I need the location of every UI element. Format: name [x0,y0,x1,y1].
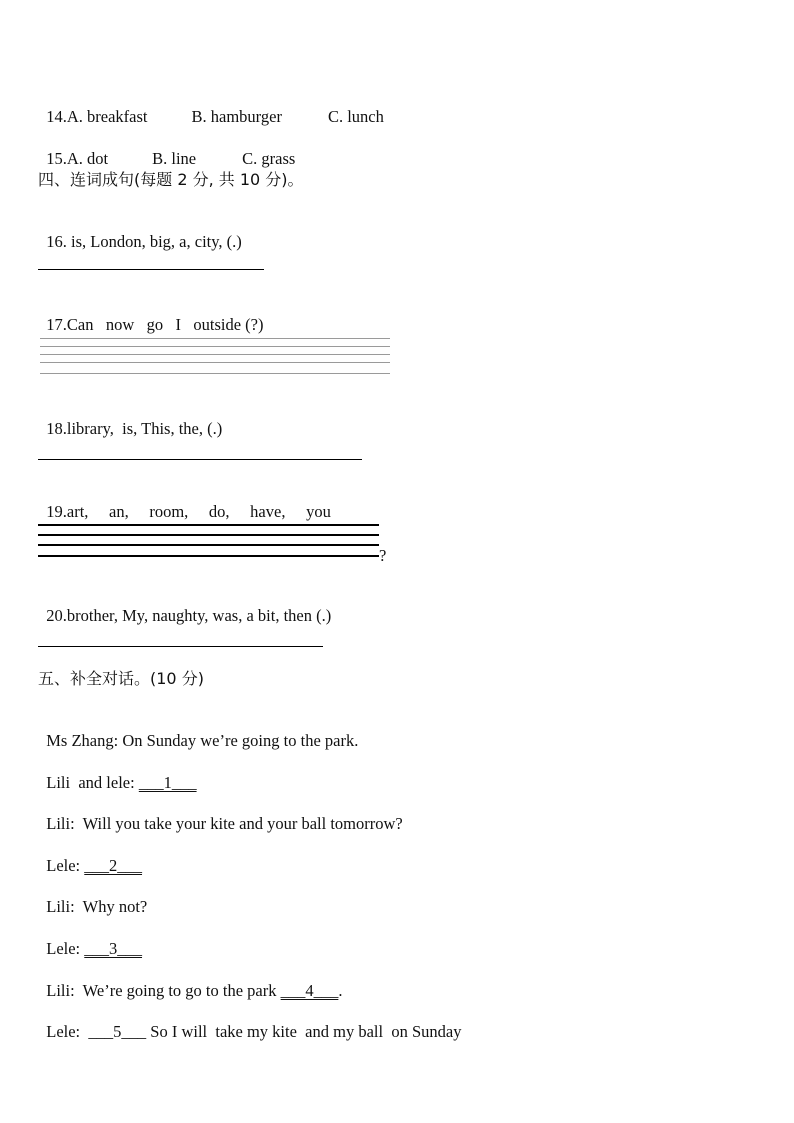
question-15 [38,129,295,169]
answer-blank-3[interactable]: ___3___ [84,939,143,958]
section-4-heading: 四、连词成句(每题 2 分, 共 10 分)。 [38,170,304,189]
dialogue-text: We’re going to go to the park [74,981,281,1000]
dialogue-text: Why not? [74,897,148,916]
speaker: Lili: [46,897,75,916]
question-number: 15. [46,149,67,168]
dialogue-line [38,794,403,834]
question-words: art, an, room, do, have, you [66,502,331,521]
answer-line-19b[interactable] [38,534,379,536]
answer-line-18[interactable] [38,459,362,460]
option-a: A. dot [66,149,109,168]
question-number: 19. [46,502,67,521]
speaker: Lele: [46,856,81,875]
option-a: A. breakfast [66,107,148,126]
question-number: 14. [46,107,67,126]
answer-line-17e[interactable] [40,373,390,374]
option-c: C. grass [242,149,296,168]
question-words: library, is, This, the, (.) [66,419,223,438]
answer-blank-4[interactable]: ___4___ [280,981,339,1000]
answer-line-17b[interactable] [40,346,390,347]
question-number: 16. [46,232,67,251]
answer-line-19a[interactable] [38,524,379,526]
option-b: B. line [152,149,197,168]
dialogue-text: ___5___ So I will take my kite and my ball on Sunday [80,1022,462,1041]
answer-line-17d[interactable] [40,362,390,363]
dialogue-text: Will you take your kite and your ball tomorrow? [74,814,403,833]
answer-line-17a[interactable] [40,338,390,339]
speaker: Ms Zhang: [46,731,119,750]
dialogue-line [38,877,147,917]
section-5-heading: 五、补全对话。(10 分) [38,669,204,688]
answer-line-20[interactable] [38,646,323,647]
speaker: Lele: [46,939,81,958]
answer-line-19d[interactable] [38,555,379,557]
question-19-end-mark: ? [379,546,387,565]
dialogue-line [38,753,197,793]
question-20 [38,586,331,626]
question-words: brother, My, naughty, was, a bit, then (.) [66,606,332,625]
question-16 [38,212,242,252]
question-words: Can now go I outside (?) [66,315,264,334]
question-14 [38,87,384,127]
question-17 [38,295,263,335]
dialogue-line [38,919,142,959]
option-b: B. hamburger [191,107,282,126]
question-number: 20. [46,606,67,625]
answer-blank-1[interactable]: ___1___ [138,773,197,792]
question-18 [38,399,222,439]
speaker: Lele: [46,1022,81,1041]
dialogue-punctuation: . [338,981,343,1000]
dialogue-line [38,711,358,751]
dialogue-line [38,961,343,1001]
answer-line-17c[interactable] [40,354,390,355]
dialogue-line [38,1002,461,1042]
speaker: Lili and lele: [46,773,135,792]
speaker: Lili: [46,814,75,833]
question-number: 17. [46,315,67,334]
answer-line-16[interactable] [38,269,264,270]
option-c: C. lunch [327,107,384,126]
answer-blank-2[interactable]: ___2___ [84,856,143,875]
question-number: 18. [46,419,67,438]
dialogue-text: On Sunday we’re going to the park. [118,731,359,750]
dialogue-line [38,836,142,876]
question-19 [38,482,331,522]
answer-line-19c[interactable] [38,544,379,546]
question-words: is, London, big, a, city, (.) [66,232,242,251]
speaker: Lili: [46,981,75,1000]
